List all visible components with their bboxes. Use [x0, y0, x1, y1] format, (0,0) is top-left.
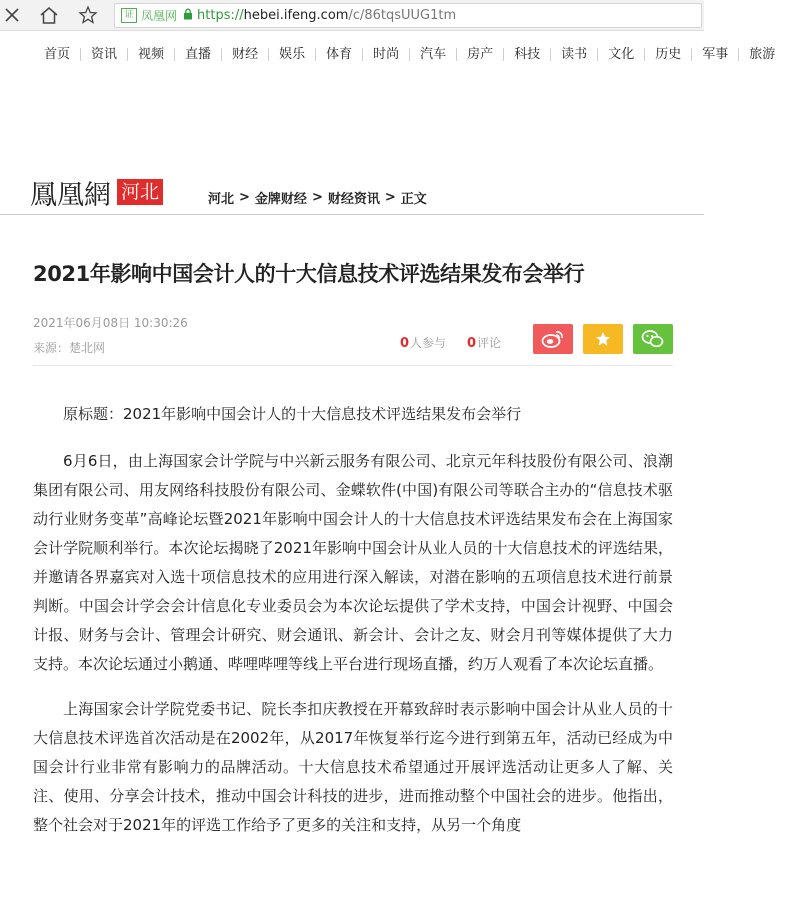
breadcrumb-item-finance[interactable]: 金牌财经: [254, 192, 307, 207]
nav-item-news[interactable]: 资讯: [81, 48, 128, 61]
nav-item-tech[interactable]: 科技: [504, 48, 551, 61]
article-title: 2021年影响中国会计人的十大信息技术评选结果发布会举行: [33, 262, 585, 286]
article-paragraph: 上海国家会计学院党委书记、院长李扣庆教授在开幕致辞时表示影响中国会计从业人员的十大信息技术评选首次活动是在2002年，从2017年恢复举行迄今进行到第五年，活动已经成为中国会计行业非常有影响力的品牌活动。十大信息技术希望通过开展评选活动让更多人了解、关注、使用、分享会计技术，推动中国会计科技的进步，进而推动整个中国社会的进步。他指出，整个社会对于2021年的评选工作给予了更多的关注和支持，从另一个角度: [33, 700, 673, 834]
comment-number: 0: [467, 336, 477, 351]
article-paragraph: 6月6日，由上海国家会计学院与中兴新云服务有限公司、北京元年科技股份有限公司、浪潮集团有限公司、用友网络科技股份有限公司、金蝶软件(中国)有限公司等联合主办的“信息技术驱动行业财务变革”高峰论坛暨2021年影响中国会计人的十大信息技术评选结果发布会在上海国家会计学院顺利举行。本次论坛揭晓了2021年影响中国会计从业人员的十大信息技术的评选结果，并邀请各界嘉宾对入选十项信息技术的应用进行深入解读，对潜在影响的五项信息技术进行前景判断。中国会计学会会计信息化专业委员会为本次论坛提供了学术支持，中国会计视野、中国会计报、财务与会计、管理会计研究、财会通讯、新会计、会计之友、财会月刊等媒体提供了大力支持。本次论坛通过小鹅通、哔哩哔哩等线上平台进行现场直播，约万人观看了本次论坛直播。: [33, 452, 673, 673]
article-source: 来源：楚北网: [33, 341, 106, 355]
share-wechat-button[interactable]: [633, 324, 673, 354]
home-icon[interactable]: [39, 5, 59, 25]
nav-item-entertainment[interactable]: 娱乐: [269, 48, 316, 61]
nav-item-military[interactable]: 军事: [692, 48, 739, 61]
browser-toolbar: [0, 0, 704, 31]
lock-icon: [183, 8, 193, 24]
nav-item-finance[interactable]: 财经: [222, 48, 269, 61]
site-logo[interactable]: [30, 176, 163, 211]
address-bar[interactable]: [114, 3, 702, 28]
nav-item-auto[interactable]: 汽车: [410, 48, 457, 61]
star-icon[interactable]: [78, 5, 98, 25]
nav-item-fashion[interactable]: 时尚: [363, 48, 410, 61]
breadcrumb-item-hebei[interactable]: 河北: [208, 192, 235, 207]
nav-item-video[interactable]: 视频: [128, 48, 175, 61]
nav-item-house[interactable]: 房产: [457, 48, 504, 61]
logo-region: 河北: [117, 179, 163, 205]
breadcrumb-item-current: 正文: [400, 192, 427, 207]
publish-date: 2021年06月08日 10:30:26: [33, 316, 188, 330]
header-divider: [0, 214, 704, 215]
weibo-icon: [541, 329, 565, 349]
url-protocol: https://: [197, 8, 244, 23]
comment-label: 评论: [477, 336, 502, 350]
certificate-icon: 证: [121, 8, 137, 23]
wechat-icon: [641, 329, 665, 349]
participant-number: 0: [400, 336, 410, 351]
nav-item-culture[interactable]: 文化: [598, 48, 645, 61]
breadcrumb-item-news[interactable]: 财经资讯: [327, 192, 380, 207]
nav-item-sports[interactable]: 体育: [316, 48, 363, 61]
breadcrumb-separator: >: [311, 190, 323, 205]
nav-item-live[interactable]: 直播: [175, 48, 222, 61]
meta-divider: [33, 365, 673, 366]
nav-item-books[interactable]: 读书: [551, 48, 598, 61]
nav-item-history[interactable]: 历史: [645, 48, 692, 61]
star-icon: [595, 331, 611, 347]
logo-text: 鳳凰網: [30, 179, 111, 211]
comment-count[interactable]: [467, 334, 501, 351]
nav-item-home[interactable]: 首页: [0, 48, 81, 61]
participant-count[interactable]: [400, 334, 446, 351]
breadcrumb-separator: >: [384, 190, 396, 205]
close-icon[interactable]: [2, 5, 22, 25]
share-weibo-button[interactable]: [533, 324, 573, 354]
breadcrumb: [208, 188, 427, 207]
participant-label: 人参与: [410, 336, 447, 350]
site-name: 凤凰网: [141, 9, 178, 23]
url-path: /c/86tqsUUG1tm: [348, 8, 457, 23]
nav-item-travel[interactable]: 旅游: [749, 46, 776, 62]
original-title-paragraph: 原标题：2021年影响中国会计人的十大信息技术评选结果发布会举行: [63, 405, 522, 423]
article-body: [33, 400, 673, 856]
breadcrumb-separator: >: [239, 190, 250, 205]
url-host: hebei.ifeng.com: [243, 8, 349, 23]
channel-nav: [0, 44, 776, 64]
favorite-button[interactable]: [583, 324, 623, 354]
